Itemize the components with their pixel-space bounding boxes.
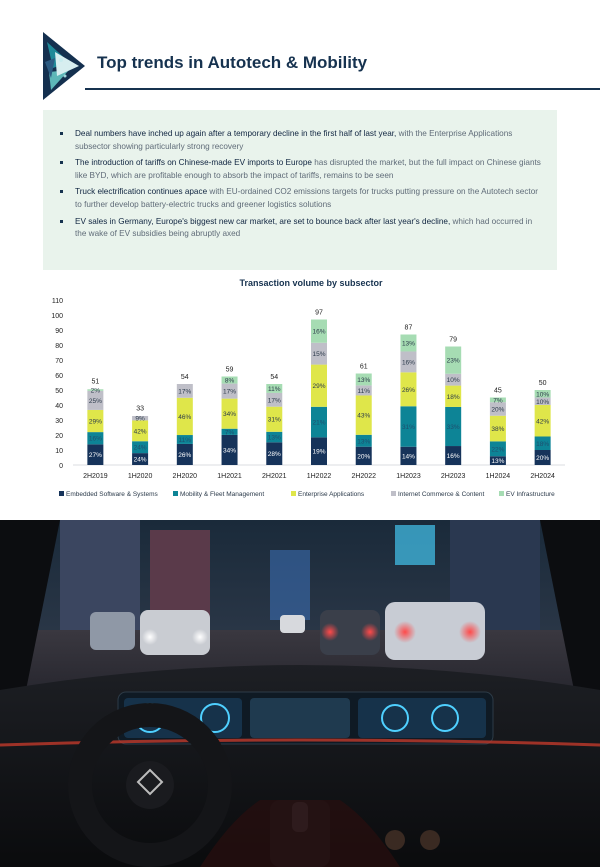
total-label: 33 [136, 405, 144, 413]
brand-logo [43, 32, 85, 100]
data-label: 13% [491, 458, 505, 466]
trend-item [65, 216, 541, 241]
y-tick-label: 80 [55, 343, 63, 350]
data-label: 27% [88, 452, 102, 460]
data-label: 7% [493, 397, 503, 405]
data-label: 46% [178, 413, 192, 421]
data-label: 10% [536, 398, 550, 406]
y-tick-label: 60 [55, 373, 63, 380]
data-label: 16% [446, 453, 460, 461]
data-label: 42% [133, 428, 147, 436]
total-label: 51 [91, 378, 100, 386]
data-label: 19% [312, 448, 326, 456]
data-label: 16% [88, 435, 102, 443]
x-tick-label: 1H2024 [485, 473, 511, 480]
data-label: 38% [491, 426, 505, 434]
total-label: 54 [180, 374, 189, 381]
data-label: 31% [401, 424, 415, 432]
trend-detail: with EU-ordained CO2 emissions targets for trucks putting pressure on the Autotech sector to further develop battery-electric trucks and greener logistics solutions [75, 187, 538, 209]
data-label: 16% [312, 328, 326, 336]
legend-label: Internet Commerce & Content [398, 491, 485, 498]
y-tick-label: 30 [55, 418, 63, 425]
data-label: 16% [401, 359, 415, 367]
data-label: 24% [133, 444, 147, 452]
title-divider [85, 88, 600, 90]
data-label: 25% [88, 397, 102, 405]
x-tick-label: 1H2022 [306, 473, 332, 480]
trend-highlight: The introduction of tariffs on Chinese-made EV imports to Europe [75, 158, 312, 168]
data-label: 22% [491, 446, 505, 454]
x-tick-label: 1H2023 [396, 473, 421, 480]
data-label: 34% [223, 411, 237, 419]
legend-swatch [59, 491, 64, 496]
data-label: 11% [357, 387, 370, 395]
data-label: 20% [491, 406, 505, 414]
trend-detail: has disrupted the market, but the full impact on Chinese giants like BYD, which are profitable enough to absorb the impact of tariffs, remains to be seen [75, 158, 541, 180]
data-label: 13% [357, 438, 371, 446]
legend-label: Embedded Software & Systems [66, 491, 158, 498]
y-tick-label: 100 [51, 313, 63, 320]
y-tick-label: 90 [55, 328, 63, 335]
legend-label: Mobility & Fleet Management [180, 491, 265, 498]
data-label: 10% [536, 391, 550, 399]
data-label: 28% [267, 451, 281, 459]
data-label: 13% [401, 340, 415, 348]
data-label: 13% [267, 434, 281, 442]
x-tick-label: 2H2019 [83, 473, 108, 480]
x-tick-label: 1H2020 [127, 473, 153, 480]
x-tick-label: 2H2023 [440, 473, 466, 480]
data-label: 13% [357, 376, 371, 384]
chart-title: Transaction volume by subsector [239, 278, 383, 288]
data-label: 34% [223, 447, 237, 455]
data-label: 18% [536, 440, 550, 448]
data-label: 11% [178, 436, 192, 444]
trend-item [65, 157, 541, 182]
data-label: 31% [267, 416, 281, 424]
trend-highlight: EV sales in Germany, Europe's biggest new car market, are set to bounce back after last year's decline, [75, 216, 451, 226]
car-interior-photo [0, 520, 600, 867]
trend-detail: which had occurred in the wake of EV subsidies being abruptly axed [75, 216, 533, 239]
y-tick-label: 70 [55, 358, 63, 365]
trend-item [65, 128, 541, 153]
x-tick-label: 2H2020 [172, 473, 198, 480]
total-label: 87 [404, 324, 413, 332]
legend-swatch [391, 491, 396, 496]
transaction-volume-chart [25, 272, 575, 512]
total-label: 79 [449, 336, 458, 344]
total-label: 50 [538, 380, 547, 387]
legend-swatch [291, 491, 296, 496]
y-tick-label: 20 [55, 433, 63, 440]
trend-detail: with the Enterprise Applications subsector showing particularly strong recovery [75, 129, 513, 151]
data-label: 2% [90, 387, 101, 395]
data-label: 26% [401, 386, 415, 394]
legend-label: EV Infrastructure [506, 491, 555, 498]
data-label: 33% [446, 423, 460, 431]
total-label: 45 [494, 387, 502, 395]
data-label: 26% [178, 451, 192, 459]
data-label: 43% [357, 412, 371, 420]
y-tick-label: 10 [55, 448, 63, 455]
total-label: 54 [270, 374, 279, 381]
x-tick-label: 2H2024 [530, 473, 555, 480]
data-label: 29% [88, 418, 102, 426]
total-label: 59 [225, 366, 234, 374]
trend-item [65, 186, 541, 211]
data-label: 21% [312, 419, 326, 427]
data-label: 8% [224, 377, 235, 385]
chart-container [25, 272, 575, 512]
data-label: 9% [135, 415, 145, 423]
data-label: 29% [312, 383, 326, 391]
y-tick-label: 40 [55, 403, 63, 410]
data-label: 15% [312, 351, 326, 359]
legend-label: Enterprise Applications [298, 491, 365, 498]
trend-highlight: Truck electrification continues apace [75, 187, 208, 197]
data-label: 17% [267, 397, 281, 405]
data-label: 42% [536, 418, 550, 426]
total-label: 61 [359, 363, 368, 371]
data-label: 17% [223, 388, 237, 396]
data-label: 14% [401, 453, 415, 461]
trends-panel [43, 110, 557, 270]
x-tick-label: 2H2021 [262, 473, 287, 480]
page-title: Top trends in Autotech & Mobility [97, 53, 368, 72]
x-tick-label: 1H2021 [217, 473, 242, 480]
data-label: 10% [446, 377, 460, 385]
legend-swatch [173, 491, 178, 496]
trend-highlight: Deal numbers have inched up again after a temporary decline in the first half of last year, [75, 129, 397, 138]
y-tick-label: 50 [55, 388, 63, 395]
data-label: 11% [268, 385, 281, 393]
y-tick-label: 0 [59, 463, 63, 470]
legend-swatch [499, 491, 504, 496]
data-label: 20% [536, 455, 550, 462]
y-tick-label: 110 [51, 298, 63, 305]
data-label: 7% [224, 429, 235, 437]
data-label: 24% [133, 456, 147, 464]
data-label: 20% [357, 453, 371, 461]
data-label: 17% [178, 388, 192, 396]
data-label: 18% [446, 393, 460, 401]
data-label: 23% [446, 357, 460, 365]
trends-list [43, 110, 557, 241]
total-label: 97 [315, 309, 323, 317]
x-tick-label: 2H2022 [351, 473, 376, 480]
